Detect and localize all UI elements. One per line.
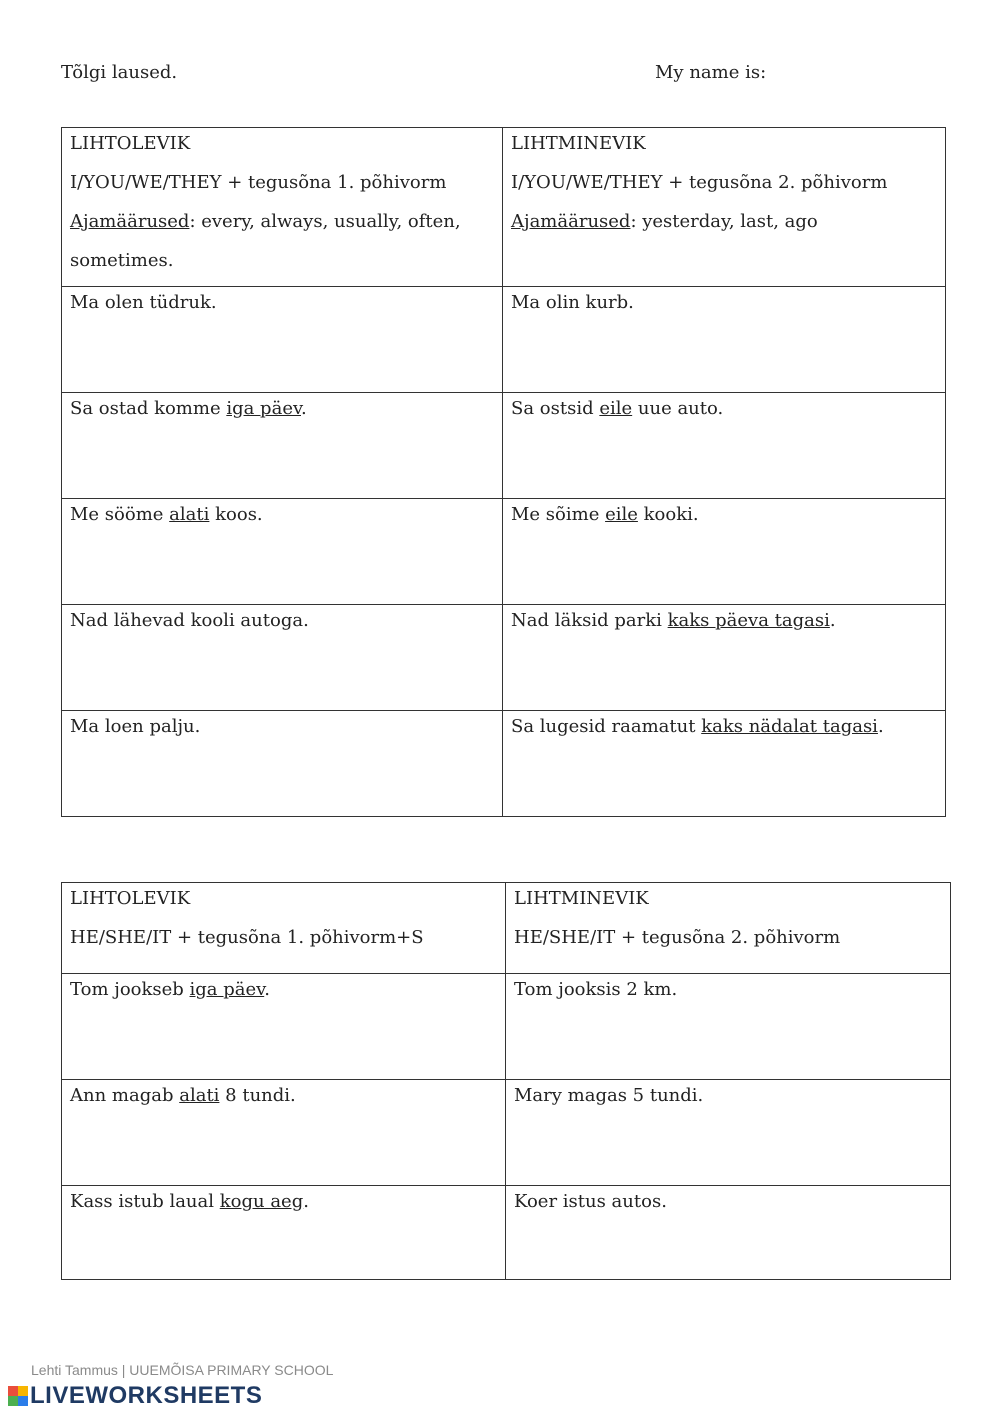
adverbs-label: Ajamäärused (511, 211, 631, 232)
sentence-text: Tom jooksis 2 km. (514, 979, 678, 1000)
sentence-part: uue auto. (632, 398, 724, 419)
sentence-part: 8 tundi. (219, 1085, 296, 1106)
logo-text: LIVEWORKSHEETS (30, 1382, 263, 1409)
sentence-text (70, 1086, 497, 1106)
answer-input[interactable] (70, 1125, 501, 1161)
tense-title: LIHTMINEVIK (511, 133, 646, 154)
table-row (62, 605, 946, 711)
answer-input[interactable] (511, 438, 941, 474)
answer-input[interactable] (70, 1231, 501, 1267)
rule-text: HE/SHE/IT + tegusõna 2. põhivorm (514, 927, 841, 948)
sentence-text (70, 980, 497, 1000)
header-cell-present (62, 883, 506, 974)
sentence-text (511, 717, 937, 737)
sentence-cell (506, 1080, 951, 1186)
sentence-cell (62, 711, 503, 817)
sentence-part: . (829, 610, 836, 631)
sentence-text (70, 505, 494, 525)
sentence-text: Ma olin kurb. (511, 292, 634, 313)
sentence-text (70, 1192, 497, 1212)
answer-input[interactable] (70, 438, 498, 474)
answer-input[interactable] (511, 756, 941, 792)
sentence-part: Me sõime (511, 504, 606, 525)
answer-input[interactable] (511, 332, 941, 368)
rule-text: I/YOU/WE/THEY + tegusõna 2. põhivorm (511, 172, 888, 193)
table-row (62, 499, 946, 605)
table-row (62, 711, 946, 817)
answer-input[interactable] (514, 1231, 946, 1267)
time-expression: alati (179, 1085, 220, 1106)
time-expression: kaks päeva tagasi (667, 610, 830, 631)
sentence-cell (62, 1186, 506, 1280)
sentence-text: Nad lähevad kooli autoga. (70, 610, 309, 631)
table-header-row (62, 128, 946, 287)
logo-blocks-icon (8, 1386, 28, 1406)
sentence-part: . (264, 979, 270, 1000)
sentence-cell (62, 499, 503, 605)
rule-text: HE/SHE/IT + tegusõna 1. põhivorm+S (70, 927, 424, 948)
sentence-text (70, 399, 494, 419)
sentence-cell (506, 1186, 951, 1280)
sentence-cell (503, 605, 946, 711)
answer-input[interactable] (70, 1019, 501, 1055)
header-cell-past (503, 128, 946, 287)
tense-title: LIHTOLEVIK (70, 888, 191, 909)
answer-input[interactable] (70, 650, 498, 686)
sentence-cell (62, 605, 503, 711)
name-label: My name is: (655, 62, 767, 83)
sentence-cell (506, 974, 951, 1080)
table-singular-subjects (61, 882, 951, 1280)
answer-input[interactable] (511, 544, 941, 580)
tense-title: LIHTOLEVIK (70, 133, 191, 154)
answer-input[interactable] (70, 756, 498, 792)
adverbs-text: : yesterday, last, ago (630, 211, 818, 232)
answer-input[interactable] (511, 650, 941, 686)
time-expression: eile (605, 504, 638, 525)
sentence-part: Kass istub laual (70, 1191, 220, 1212)
liveworksheets-logo[interactable] (8, 1382, 262, 1410)
table-row (62, 974, 951, 1080)
sentence-part: Tom jookseb (70, 979, 190, 1000)
sentence-cell (503, 711, 946, 817)
table-row (62, 287, 946, 393)
sentence-cell (503, 287, 946, 393)
sentence-part: . (301, 398, 307, 419)
sentence-cell (503, 393, 946, 499)
sentence-cell (62, 287, 503, 393)
instruction-text: Tõlgi laused. (61, 62, 178, 83)
table-row (62, 1080, 951, 1186)
rule-text: I/YOU/WE/THEY + tegusõna 1. põhivorm (70, 172, 447, 193)
sentence-text (511, 611, 937, 631)
sentence-part: kooki. (637, 504, 699, 525)
answer-input[interactable] (70, 332, 498, 368)
sentence-text (511, 399, 937, 419)
sentence-cell (62, 974, 506, 1080)
tense-title: LIHTMINEVIK (514, 888, 649, 909)
adverbs-line (511, 212, 937, 232)
table-row (62, 393, 946, 499)
time-expression: alati (169, 504, 210, 525)
sentence-part: Sa lugesid raamatut (511, 716, 702, 737)
sentence-cell (503, 499, 946, 605)
sentence-part: Sa ostad komme (70, 398, 227, 419)
time-expression: kogu aeg (219, 1191, 304, 1212)
answer-input[interactable] (514, 1125, 946, 1161)
table-plural-subjects (61, 127, 946, 817)
sentence-part: . (303, 1191, 309, 1212)
time-expression: kaks nädalat tagasi (701, 716, 878, 737)
sentence-part: Ann magab (70, 1085, 180, 1106)
sentence-part: koos. (209, 504, 263, 525)
time-expression: iga päev (226, 398, 301, 419)
answer-input[interactable] (514, 1019, 946, 1055)
time-expression: eile (599, 398, 633, 419)
header-cell-present (62, 128, 503, 287)
table-header-row (62, 883, 951, 974)
adverbs-label: Ajamäärused (70, 211, 190, 232)
table-row (62, 1186, 951, 1280)
sentence-part: Me sööme (70, 504, 170, 525)
sentence-text: Koer istus autos. (514, 1191, 667, 1212)
sentence-text: Ma olen tüdruk. (70, 292, 217, 313)
adverbs-continuation: sometimes. (70, 250, 174, 271)
sentence-text: Mary magas 5 tundi. (514, 1085, 704, 1106)
sentence-cell (62, 1080, 506, 1186)
adverbs-line (70, 212, 494, 232)
sentence-text: Ma loen palju. (70, 716, 201, 737)
footer-author: Lehti Tammus | UUEMÕISA PRIMARY SCHOOL (31, 1362, 334, 1378)
answer-input[interactable] (70, 544, 498, 580)
sentence-part: . (877, 716, 884, 737)
header-cell-past (506, 883, 951, 974)
sentence-part: Sa ostsid (511, 398, 600, 419)
sentence-cell (62, 393, 503, 499)
sentence-text (511, 505, 937, 525)
time-expression: iga päev (189, 979, 265, 1000)
sentence-part: Nad läksid parki (511, 610, 668, 631)
adverbs-text: : every, always, usually, often, (189, 211, 461, 232)
